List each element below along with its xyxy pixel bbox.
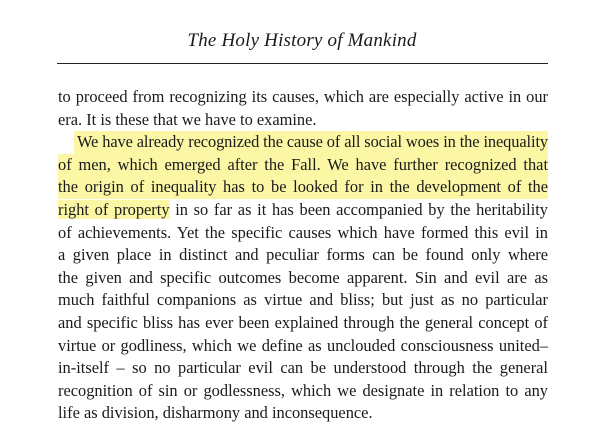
highlighted-text-line[interactable]: We have already recognized the cause of all social woes in the inequality <box>58 131 548 154</box>
highlighted-text-line[interactable]: the origin of inequality has to be looked for in the development of the <box>58 176 548 199</box>
text-line-mixed[interactable] <box>58 199 548 222</box>
page-header: The Holy History of Mankind <box>187 30 417 51</box>
text-line[interactable]: in-itself – so no particular evil can be understood through the general <box>58 358 548 378</box>
header-rule <box>57 63 548 64</box>
text-line[interactable]: of achievements. Yet the specific causes which have formed this evil in <box>58 222 548 242</box>
text-line[interactable]: much faithful companions as virtue and bliss; but just as no particular <box>58 290 548 310</box>
text-line[interactable]: to proceed from recognizing its causes, which are especially active in our <box>58 87 548 106</box>
text-line[interactable]: a given place in distinct and peculiar forms can be found only where <box>58 245 548 265</box>
body-text <box>58 86 548 425</box>
highlighted-text-span[interactable]: right of property <box>58 199 170 219</box>
text-line[interactable]: virtue or godliness, which we define as unclouded consciousness united– <box>58 335 548 355</box>
highlighted-text-line[interactable]: of men, which emerged after the Fall. We have further recognized that <box>58 154 548 177</box>
text-line[interactable]: life as division, disharmony and inconsequence. <box>58 403 373 423</box>
text-line[interactable]: the given and specific outcomes become apparent. Sin and evil are as <box>58 267 548 287</box>
text-span[interactable]: in so far as it has been accompanied by the heritability <box>169 199 548 219</box>
text-line[interactable]: and specific bliss has ever been explained through the general concept of <box>58 312 548 332</box>
text-line[interactable]: era. It is these that we have to examine. <box>58 109 317 129</box>
text-line[interactable]: recognition of sin or godlessness, which we designate in relation to any <box>58 380 548 400</box>
